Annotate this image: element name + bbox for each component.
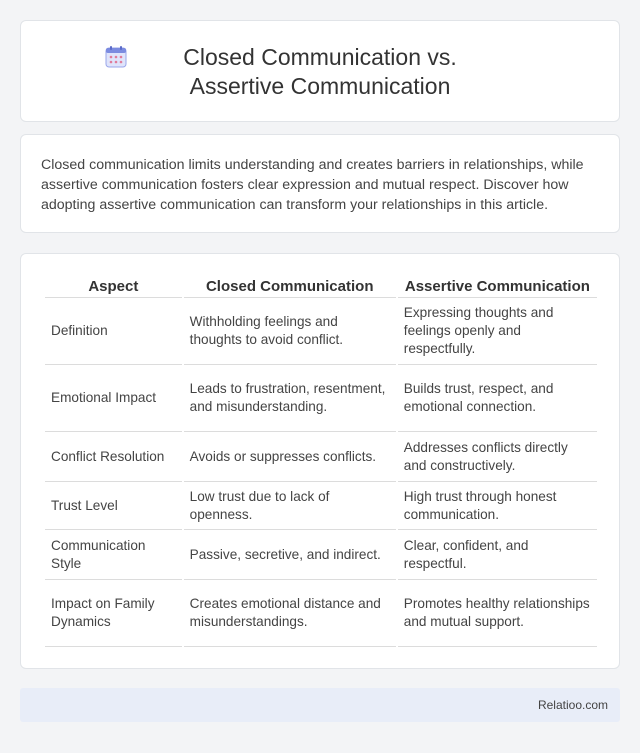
table-row (45, 530, 597, 580)
page-title: Closed Communication vs. Assertive Communication (183, 44, 457, 99)
table-cell: Definition (45, 298, 182, 365)
header-assertive: Assertive Communication (398, 276, 597, 298)
table-cell: Avoids or suppresses conflicts. (184, 432, 396, 482)
table-row (45, 482, 597, 530)
table-cell: Builds trust, respect, and emotional connection. (398, 365, 597, 432)
comparison-table (43, 276, 599, 647)
table-cell: Low trust due to lack of openness. (184, 482, 396, 530)
table-cell: Creates emotional distance and misunderstandings. (184, 580, 396, 647)
table-row (45, 365, 597, 432)
table-cell: Expressing thoughts and feelings openly and respectfully. (398, 298, 597, 365)
table-cell: High trust through honest communication. (398, 482, 597, 530)
table-cell: Withholding feelings and thoughts to avoid conflict. (184, 298, 396, 365)
table-cell: Passive, secretive, and indirect. (184, 530, 396, 580)
title-card (20, 20, 620, 122)
table-cell: Impact on Family Dynamics (45, 580, 182, 647)
table-cell: Trust Level (45, 482, 182, 530)
comparison-card (20, 253, 620, 669)
table-cell: Communication Style (45, 530, 182, 580)
intro-card (20, 134, 620, 233)
intro-paragraph: Closed communication limits understanding and creates barriers in relationships, while assertive communication fosters clear expression and mutual respect. Discover how adopting assertive communication can transform your relationships in this article. (41, 157, 584, 213)
table-header-row (45, 276, 597, 298)
table-cell: Addresses conflicts directly and constructively. (398, 432, 597, 482)
table-cell: Emotional Impact (45, 365, 182, 432)
table-row (45, 580, 597, 647)
table-cell: Leads to frustration, resentment, and misunderstanding. (184, 365, 396, 432)
table-cell: Clear, confident, and respectful. (398, 530, 597, 580)
header-aspect: Aspect (45, 276, 182, 298)
footer-brand[interactable]: Relatioo.com (537, 698, 608, 712)
header-closed: Closed Communication (184, 276, 396, 298)
table-row (45, 432, 597, 482)
table-cell: Conflict Resolution (45, 432, 182, 482)
table-cell: Promotes healthy relationships and mutual support. (398, 580, 597, 647)
footer (20, 688, 620, 722)
table-row (45, 298, 597, 365)
